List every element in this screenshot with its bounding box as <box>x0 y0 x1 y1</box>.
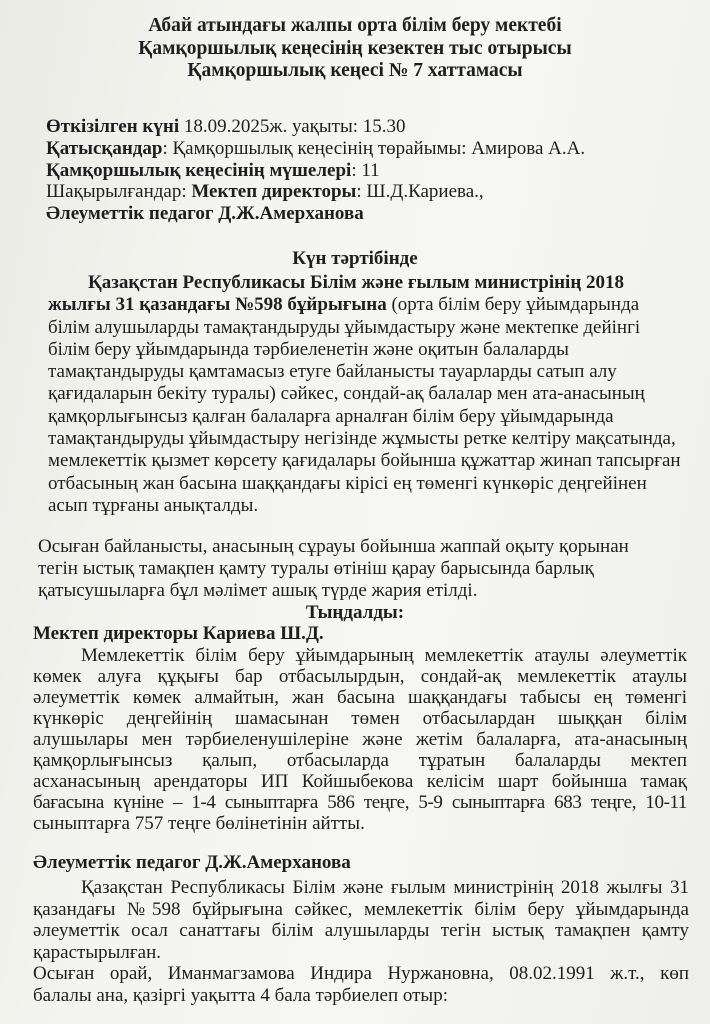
agenda-line: білім беру ұйымдарында тәрбиеленетін және оқитын балаларды <box>48 338 569 360</box>
speech-line: бағасына күніне – 1-4 сыныптарға 586 теңге, 5-9 сыныптарға 683 теңге, 10-11 <box>33 792 687 813</box>
invited-pedagog: Әлеуметтік педагог Д.Ж.Амерханова <box>46 203 364 225</box>
speech-line: Мемлекеттік білім беру ұйымдарының мемлекеттік атаулы әлеуметтік <box>81 645 687 666</box>
speech-line: қарастырылған. <box>33 941 161 963</box>
meeting-meta <box>46 116 585 225</box>
invited-director-label: Мектеп директоры <box>191 181 357 203</box>
date-label: Өткізілген күні <box>46 116 180 137</box>
speech-line: Осыған орай, Иманмагзамова Индира Нуржановна, 08.02.1991 ж.т., көп <box>33 963 689 984</box>
agenda-line: қатысушыларға бұл мәлімет ашық түрде жария етілді. <box>38 580 478 601</box>
agenda-line: асып тұрғаны анықталды. <box>48 494 259 516</box>
agenda-line: тегін ыстық тамақпен қамту туралы өтініш қарау барысында барлық <box>38 558 594 579</box>
speech-line: әлеуметтік осал санаттағы білім алушыларды тегін ыстық тамақпен қамту <box>33 920 689 941</box>
director-speaker: Мектеп директоры Кариева Ш.Д. <box>33 623 324 644</box>
agenda-line: білім алушыларды тамақтандыруды ұйымдастыру және мектепке дейінгі <box>48 316 641 338</box>
meeting-title: Қамқоршылық кеңесінің кезектен тыс отырысы <box>138 37 572 59</box>
agenda-line: Қазақстан Республикасы Білім және ғылым министрінің 2018 <box>88 272 625 293</box>
agenda-text: (орта білім беру ұйымдарында <box>386 294 640 316</box>
school-name: Абай атындағы жалпы орта білім беру мектебі <box>148 15 562 36</box>
order-reference: жылғы 31 қазандағы №598 бұйрығына <box>48 294 387 316</box>
meeting-date <box>46 116 585 138</box>
director-speech <box>33 645 687 834</box>
speech-line: Қазақстан Республикасы Білім және ғылым министрінің 2018 жылғы 31 <box>81 877 689 898</box>
participants <box>46 138 585 160</box>
speech-line: көмек алуға құқығы бар отбасылырдын, сондай-ақ мемлекеттік атаулы <box>33 666 687 687</box>
agenda-line: қамқорлығынсыз қалған балаларға арналған білім беру ұйымдарында <box>48 405 614 427</box>
members-label: Қамқоршылық кеңесінің мүшелері <box>46 159 352 181</box>
agenda-line <box>48 294 681 316</box>
speech-line: күнкөріс деңгейінің шамасынан төмен отбасылардан шыққан білім <box>33 708 687 729</box>
participants-label: Қатысқандар <box>46 137 163 159</box>
agenda-line: Осыған байланысты, анасының сұрауы бойынша жаппай оқыту қорынан <box>38 536 629 557</box>
agenda-paragraph-2 <box>38 536 629 602</box>
heard-title: Тыңдалды: <box>305 602 405 623</box>
speech-line: қазандағы №598 бұйрығына сәйкес, мемлекеттік білім беру ұйымдарында <box>33 898 689 920</box>
speech-line: сыныптарға 757 теңге бөлінетінін айтты. <box>33 813 365 834</box>
speech-line: әлеуметтік көмек алмайтын, жан басына шаққандағы табысы ең төменгі <box>33 687 687 708</box>
agenda-line: отбасының жан басына шаққандағы кірісі ең төменгі күнкөріс деңгейінен <box>48 472 647 494</box>
agenda-line: тамақтандыруды қамтамасыз етуге байланысты тауарларды сатып алу <box>48 361 617 383</box>
agenda-line: қағидаларын бекіту туралы) сәйкес, сондай-ақ балалар мен ата-анасының <box>48 383 645 405</box>
invited-label: Шақырылғандар: <box>46 181 192 203</box>
invited <box>46 181 585 203</box>
document-header <box>0 15 710 83</box>
pedagog-speaker: Әлеуметтік педагог Д.Ж.Амерханова <box>33 852 351 873</box>
speech-line: қамқорлығынсыз қалып, отбасыларда тұратын балаларды мектеп <box>33 750 687 771</box>
agenda-line: мемлекеттік қызмет көрсету қағидалары бойынша құжаттар жинап тапсырған <box>48 450 681 472</box>
date-value: 18.09.2025ж. уақыты: 15.30 <box>179 116 406 137</box>
protocol-title: Қамқоршылық кеңесі № 7 хаттамасы <box>187 60 523 81</box>
invited-director-value: : Ш.Д.Кариева., <box>356 181 484 203</box>
agenda-line: тамақтандыруды ұйымдастыру негізінде жұмысты ретке келтіру мақсатында, <box>48 428 676 450</box>
speech-line: асханасының арендаторы ИП Койшыбекова келісім шарт бойынша тамақ <box>33 771 687 792</box>
speech-line: алушылары мен тәрбиеленушілеріне және жетім балаларға, ата-анасының <box>33 729 687 750</box>
agenda-paragraph <box>48 272 681 517</box>
participants-value: : Қамқоршылық кеңесінің төрайымы: Амирова А.А. <box>162 137 586 159</box>
members-value: : 11 <box>351 159 380 181</box>
agenda-title: Күн тәртібінде <box>292 248 418 269</box>
members <box>46 160 585 182</box>
speech-line: балалы ана, қазіргі уақытта 4 бала тәрбиелеп отыр: <box>33 984 448 1006</box>
pedagog-speech <box>33 877 689 1006</box>
